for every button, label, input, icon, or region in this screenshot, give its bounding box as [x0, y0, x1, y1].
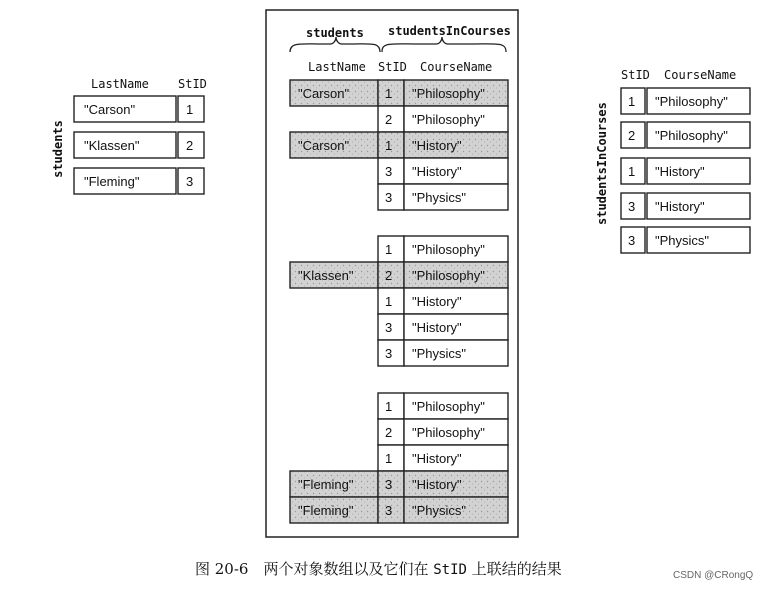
- students-side-label: students: [51, 120, 65, 178]
- sic-stid-text: 1: [628, 94, 636, 109]
- join-lastname-text: "Carson": [298, 86, 350, 101]
- figure-caption: [195, 558, 562, 579]
- join-stid-text: 3: [385, 503, 393, 518]
- join-course-text: "Philosophy": [412, 399, 485, 414]
- students-stid-text: 3: [186, 174, 194, 189]
- students-lastname-text: "Carson": [84, 102, 136, 117]
- join-stid-text: 1: [385, 138, 393, 153]
- join-course-text: "History": [412, 138, 462, 153]
- join-lastname-text: "Fleming": [298, 503, 354, 518]
- join-course-text: "History": [412, 451, 462, 466]
- join-course-text: "History": [412, 320, 462, 335]
- students-lastname-text: "Fleming": [84, 174, 140, 189]
- join-stid-text: 1: [385, 451, 393, 466]
- join-stid-text: 3: [385, 346, 393, 361]
- sic-stid-text: 3: [628, 199, 636, 214]
- join-stid-text: 2: [385, 112, 393, 127]
- join-header-lastname: LastName: [308, 60, 366, 74]
- join-header-stid: StID: [378, 60, 407, 74]
- caption-suffix: 上联结的结果: [466, 560, 562, 578]
- join-course-text: "Physics": [412, 346, 467, 361]
- sic-course-text: "Physics": [655, 233, 710, 248]
- students-stid-text: 1: [186, 102, 194, 117]
- join-stid-text: 1: [385, 399, 393, 414]
- students-lastname-text: "Klassen": [84, 138, 140, 153]
- join-course-text: "History": [412, 477, 462, 492]
- join-lastname-text: "Carson": [298, 138, 350, 153]
- join-stid-text: 3: [385, 320, 393, 335]
- watermark: CSDN @CRongQ: [673, 570, 754, 581]
- students-stid-text: 2: [186, 138, 194, 153]
- caption-prefix: 图 20-6 两个对象数组以及它们在: [195, 560, 434, 578]
- join-course-text: "Philosophy": [412, 242, 485, 257]
- join-course-text: "Philosophy": [412, 86, 485, 101]
- sic-stid-text: 2: [628, 128, 636, 143]
- sic-header-stid: StID: [621, 68, 650, 82]
- sic-course-text: "History": [655, 199, 705, 214]
- sic-stid-text: 1: [628, 164, 636, 179]
- join-course-text: "Physics": [412, 190, 467, 205]
- join-stid-text: 3: [385, 477, 393, 492]
- join-header-coursename: CourseName: [420, 60, 493, 74]
- join-stid-text: 1: [385, 86, 393, 101]
- students-header-lastname: LastName: [91, 77, 149, 91]
- sic-course-text: "History": [655, 164, 705, 179]
- join-stid-text: 1: [385, 294, 393, 309]
- caption-code: StID: [433, 562, 467, 578]
- sic-stid-text: 3: [628, 233, 636, 248]
- sic-course-text: "Philosophy": [655, 128, 728, 143]
- join-course-text: "History": [412, 294, 462, 309]
- brace-label-students: students: [306, 26, 364, 40]
- sic-course-text: "Philosophy": [655, 94, 728, 109]
- join-course-text: "Philosophy": [412, 112, 485, 127]
- join-stid-text: 1: [385, 242, 393, 257]
- join-lastname-text: "Fleming": [298, 477, 354, 492]
- join-stid-text: 2: [385, 268, 393, 283]
- join-stid-text: 2: [385, 425, 393, 440]
- join-course-text: "Philosophy": [412, 425, 485, 440]
- join-stid-text: 3: [385, 164, 393, 179]
- brace-label-students-in-courses: studentsInCourses: [388, 24, 511, 38]
- join-course-text: "Philosophy": [412, 268, 485, 283]
- sic-side-label: studentsInCourses: [595, 102, 609, 225]
- join-course-text: "Physics": [412, 503, 467, 518]
- students-header-stid: StID: [178, 77, 207, 91]
- join-course-text: "History": [412, 164, 462, 179]
- join-stid-text: 3: [385, 190, 393, 205]
- join-lastname-text: "Klassen": [298, 268, 354, 283]
- sic-header-coursename: CourseName: [664, 68, 737, 82]
